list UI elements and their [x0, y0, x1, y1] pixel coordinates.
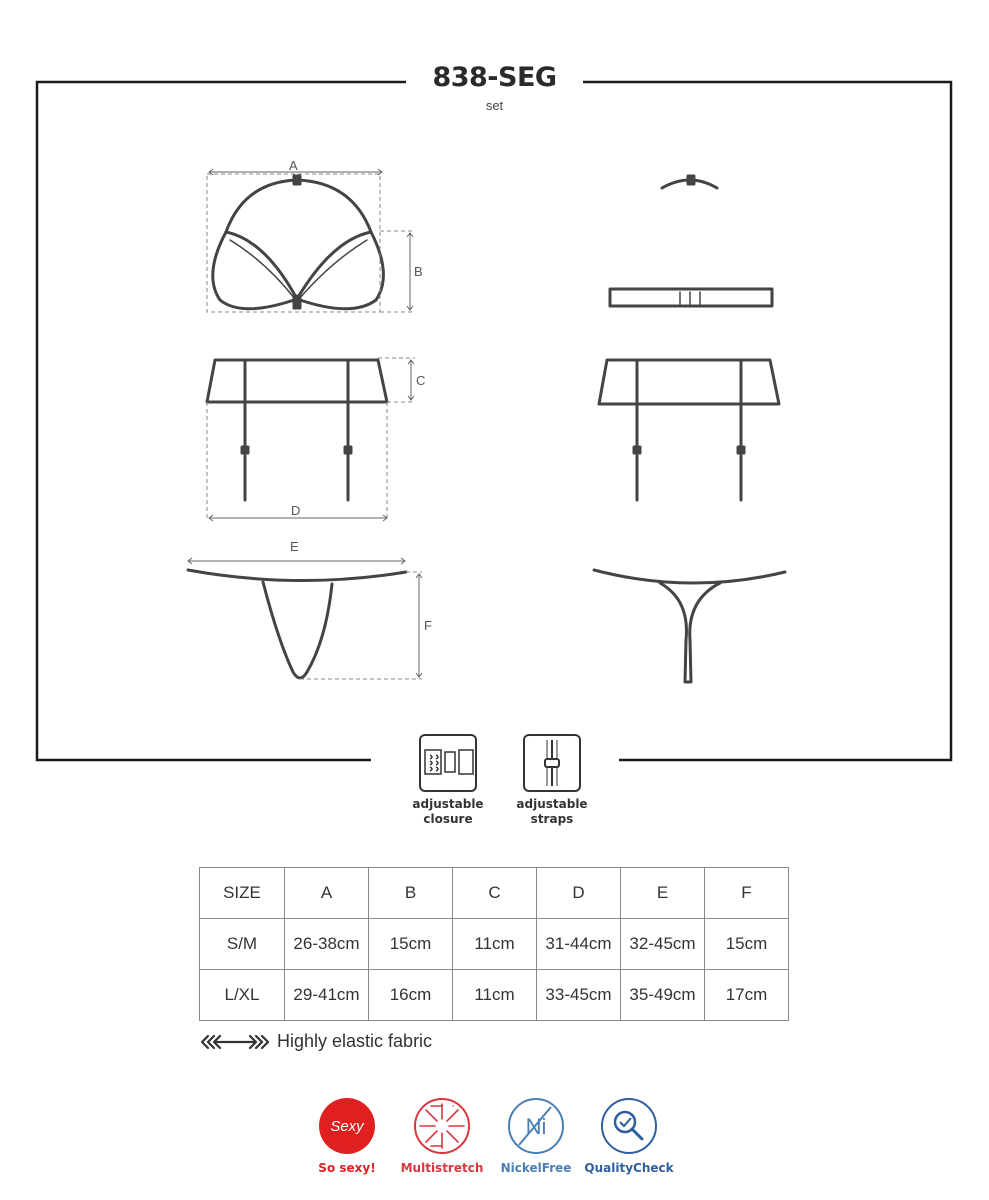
feature-label-line: closure	[423, 812, 473, 826]
stretch-arrows-icon	[200, 1034, 270, 1050]
table-cell: 29-41cm	[285, 970, 369, 1021]
feature-label-line: straps	[530, 812, 574, 826]
table-cell: S/M	[200, 919, 285, 970]
garter-belt-front-drawing	[207, 360, 387, 500]
table-cell: 11cm	[453, 919, 537, 970]
nickel-free-icon-text: Ni	[525, 1114, 547, 1139]
table-cell: 15cm	[705, 919, 789, 970]
table-header-cell: E	[621, 868, 705, 919]
table-row	[200, 970, 789, 1021]
badge-label-qualitycheck: QualityCheck	[584, 1161, 674, 1175]
feature-label-line: adjustable	[412, 797, 484, 811]
table-header-cell: SIZE	[200, 868, 285, 919]
table-cell: 16cm	[369, 970, 453, 1021]
dimension-label-c: C	[416, 373, 426, 388]
quality-check-icon	[600, 1097, 658, 1155]
table-cell: 11cm	[453, 970, 537, 1021]
table-header-cell: A	[285, 868, 369, 919]
table-cell: 33-45cm	[537, 970, 621, 1021]
sexy-icon-text: Sexy	[330, 1118, 364, 1135]
size-table	[199, 867, 789, 1021]
bra-front-drawing	[213, 176, 384, 309]
dimension-label-f: F	[424, 618, 432, 633]
table-cell: 35-49cm	[621, 970, 705, 1021]
table-header-row	[200, 868, 789, 919]
table-cell: L/XL	[200, 970, 285, 1021]
product-subtitle: set	[485, 98, 504, 113]
dimension-label-b: B	[414, 264, 423, 279]
table-cell: 26-38cm	[285, 919, 369, 970]
table-cell: 15cm	[369, 919, 453, 970]
thong-back-drawing	[594, 570, 785, 682]
dimension-guides	[207, 174, 422, 679]
table-header-cell: D	[537, 868, 621, 919]
multistretch-icon	[413, 1097, 471, 1155]
dimension-label-d: D	[291, 503, 301, 518]
thong-front-drawing	[188, 570, 406, 678]
adjustable-closure-icon	[419, 734, 477, 792]
table-header-cell: F	[705, 868, 789, 919]
badge-label-nickelfree: NickelFree	[500, 1161, 572, 1175]
table-cell: 17cm	[705, 970, 789, 1021]
adjustable-straps-label	[497, 797, 607, 827]
badge-label-sexy: So sexy!	[318, 1161, 376, 1175]
table-header-cell: B	[369, 868, 453, 919]
dimension-label-e: E	[290, 539, 299, 554]
frame-border	[37, 82, 951, 760]
nickel-free-icon	[507, 1097, 565, 1155]
adjustable-closure-label	[393, 797, 503, 827]
bra-back-drawing	[610, 176, 772, 306]
product-title: 838-SEG	[432, 62, 557, 93]
badge-label-multistretch: Multistretch	[400, 1161, 484, 1175]
feature-label-line: adjustable	[516, 797, 588, 811]
elastic-fabric-note: Highly elastic fabric	[277, 1031, 433, 1051]
adjustable-straps-icon	[523, 734, 581, 792]
dimension-label-a: A	[289, 158, 298, 173]
table-cell: 32-45cm	[621, 919, 705, 970]
table-cell: 31-44cm	[537, 919, 621, 970]
garter-belt-back-drawing	[599, 360, 779, 500]
table-header-cell: C	[453, 868, 537, 919]
table-row	[200, 919, 789, 970]
sexy-icon	[318, 1097, 376, 1155]
